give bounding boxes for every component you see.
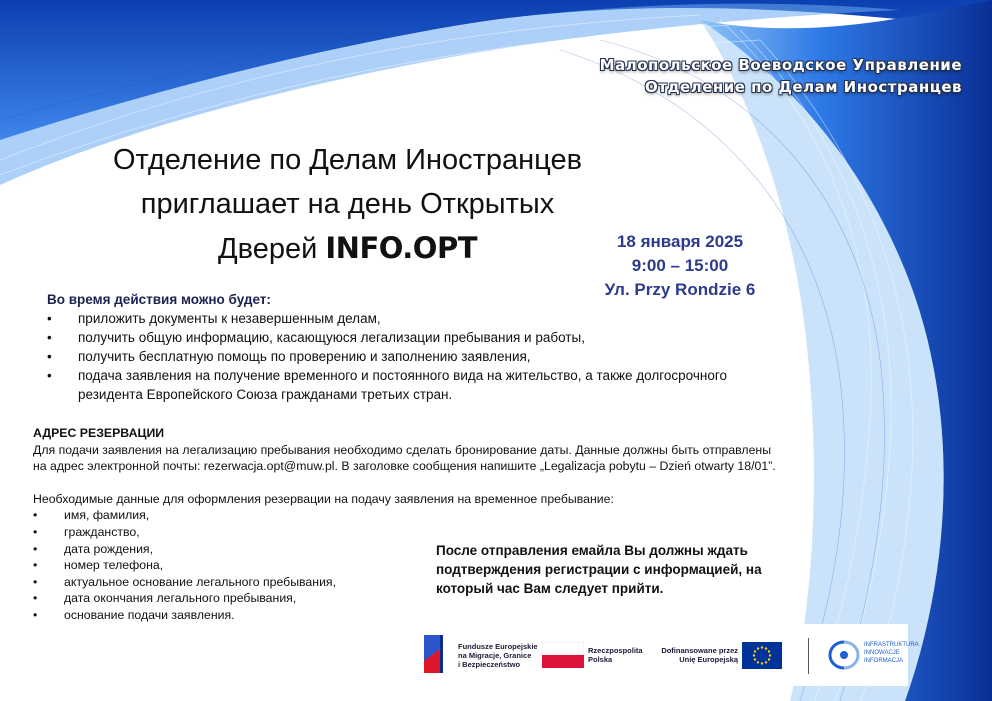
bullet: • — [33, 508, 38, 523]
list-item-text: имя, фамилия, — [64, 508, 150, 523]
iii-line-3: INFORMACJA — [864, 658, 903, 664]
bullet: • — [33, 591, 38, 606]
event-address: Ул. Przy Rondzie 6 — [604, 280, 756, 299]
reservation-heading: АДРЕС РЕЗЕРВАЦИИ — [33, 426, 165, 440]
note-line-3: который час Вам следует прийти. — [436, 581, 664, 596]
iii-line-2: INNOWACJE — [864, 650, 900, 656]
list-item — [33, 507, 823, 524]
list-item-text: основание подачи заявления. — [64, 607, 235, 622]
eu-flag-icon — [742, 642, 782, 669]
funds-line-2: na Migracje, Granice — [458, 651, 532, 660]
header-line-1: Малопольское Воеводское Управление — [599, 56, 962, 74]
bullet: • — [33, 541, 38, 556]
list-item — [47, 328, 787, 347]
iii-logo-icon — [828, 640, 860, 670]
list-item — [47, 309, 787, 328]
reservation-text-2: на адрес электронной почты: rezerwacja.opt@muw.pl. В заголовке сообщения напишите „Legalizacja pobytu – Dzień otwarty 18/01”. — [33, 459, 776, 474]
eu-text — [660, 646, 738, 664]
list-item — [47, 366, 787, 404]
title-line-3 — [55, 226, 640, 271]
bullet: • — [33, 524, 38, 539]
header-line-2: Отделение по Делам Иностранцев — [645, 78, 962, 96]
list-item — [33, 607, 823, 624]
eu-line-2: Unię Europejską — [679, 655, 738, 664]
list-item — [33, 524, 823, 541]
logo-divider — [808, 638, 809, 674]
list-item-text: актуальное основание легального пребывания, — [64, 574, 337, 589]
event-brand: INFO.OPT — [325, 231, 477, 265]
bullet: • — [33, 558, 38, 573]
event-date: 18 января 2025 — [616, 232, 744, 251]
list-item-text: дата рождения, — [64, 541, 154, 556]
title-line-2: приглашает на день Открытых — [140, 188, 555, 220]
european-funds-logo-icon — [424, 635, 454, 673]
bullet: • — [33, 574, 38, 589]
reservation-text-1: Для подачи заявления на легализацию пребывания необходимо сделать бронирование даты. Данные должны быть отправлены — [33, 442, 772, 457]
note-line-1: После отправления емайла Вы должны ждать — [436, 543, 748, 558]
list-item-text: номер телефона, — [64, 558, 164, 573]
iii-line-1: INFRASTRUKTURA — [864, 642, 919, 648]
list-item-text: получить общую информацию, касающуюся легализации пребывания и работы, — [78, 330, 585, 345]
list-item-text: дата окончания легального пребывания, — [64, 591, 297, 606]
bullet: • — [33, 607, 38, 622]
list-item-text: подача заявления на получение временного и постоянного вида на жительство, а также долгосрочного резидента Европейского Союза гражданами третьих стран. — [78, 368, 727, 402]
funds-line-1: Fundusze Europejskie — [458, 642, 538, 651]
page-title — [55, 138, 640, 271]
eu-line-1: Dofinansowane przez — [661, 646, 738, 655]
list-item-text: получить бесплатную помощь по проверению и заполнению заявления, — [78, 349, 531, 364]
funds-line-3: i Bezpieczeństwo — [458, 660, 521, 669]
rp-text — [588, 646, 643, 664]
list-item-text: приложить документы к незавершенным делам, — [78, 311, 381, 326]
services-heading: Во время действия можно будет: — [47, 292, 271, 307]
bullet: • — [47, 368, 52, 383]
event-time: 9:00 – 15:00 — [631, 256, 729, 275]
funding-logos-bar — [420, 624, 919, 686]
rp-line-2: Polska — [588, 655, 613, 664]
required-data-heading: Необходимые данные для оформления резервации на подачу заявления на временное пребывание: — [33, 491, 614, 506]
iii-text — [864, 641, 919, 665]
list-item-text: гражданство, — [64, 524, 140, 539]
title-prefix: Дверей — [218, 233, 318, 265]
confirmation-note — [436, 541, 816, 598]
note-line-2: подтверждения регистрации с информацией, на — [436, 562, 762, 577]
funds-text — [458, 642, 538, 669]
office-header — [600, 54, 962, 98]
rp-line-1: Rzeczpospolita — [588, 646, 643, 655]
list-item — [47, 347, 787, 366]
services-section — [47, 290, 787, 404]
bullet: • — [47, 349, 52, 364]
polish-flag-icon — [542, 642, 584, 668]
bullet: • — [47, 311, 52, 326]
bullet: • — [47, 330, 52, 345]
title-line-1: Отделение по Делам Иностранцев — [112, 144, 582, 176]
